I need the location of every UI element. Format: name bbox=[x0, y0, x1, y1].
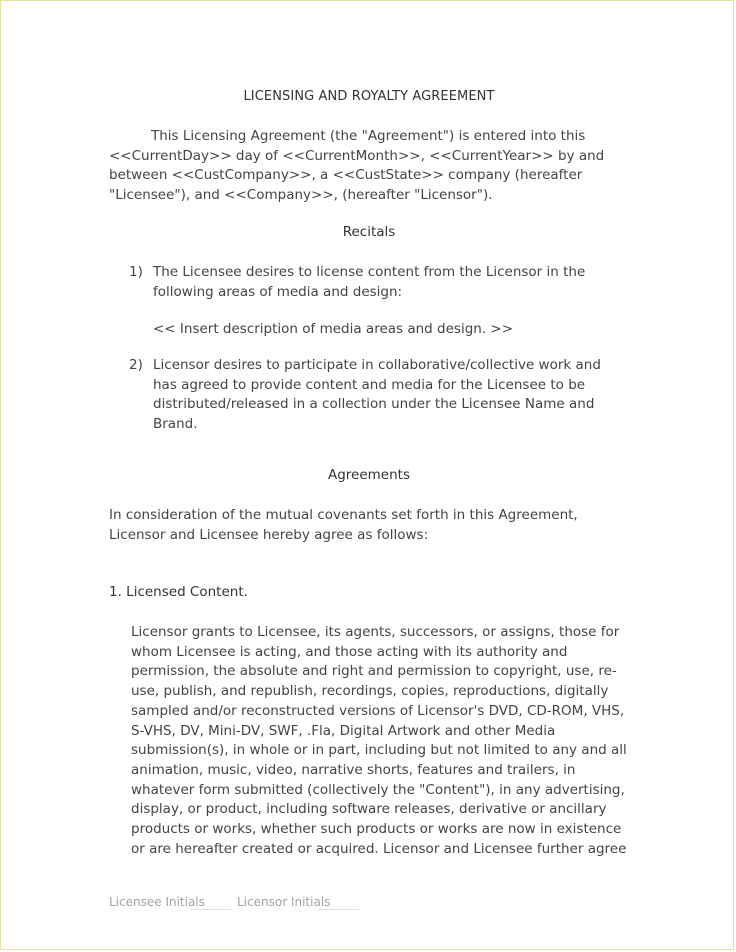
licensee-initials-line bbox=[191, 909, 231, 910]
initials-footer bbox=[109, 867, 369, 907]
section-1-body: Licensor grants to Licensee, its agents, successors, or assigns, those for whom Licensee is acting, and those acting with its authority and permission, the absolute and right and permission to copyright, use, re-use, publish, and republish, recordings, copies, reproductions, digitally sampled and/or reconstructed versions of Licensor's DVD, CD-ROM, VHS, S-VHS, DV, Mini-DV, SWF, .Fla, Digital Artwork and other Media submission(s), in whole or in part, including but not limited to any and all animation, music, video, narrative shorts, features and trailers, in whatever form submitted (collectively the "Content"), in any advertising, display, or product, including software releases, derivative or ancillary products or works, whether such products or works are now in existence or are hereafter created or acquired. Licensor and Licensee further agree bbox=[131, 624, 627, 857]
licensor-initials-label: Licensor Initials bbox=[237, 895, 331, 909]
recital-number: 1) bbox=[129, 264, 143, 280]
licensor-initials-line bbox=[319, 909, 359, 910]
licensee-initials-label: Licensee Initials bbox=[109, 895, 205, 909]
document-title: LICENSING AND ROYALTY AGREEMENT bbox=[243, 89, 495, 104]
agreements-heading: Agreements bbox=[327, 467, 410, 483]
recitals-heading: Recitals bbox=[342, 224, 396, 240]
intro-text: This Licensing Agreement (the "Agreement") is entered into this <<CurrentDay>> day of <<CurrentMonth>>, <<CurrentYear>> by and between <<CustCompany>>, a <<CustState>> company (hereafter "Licensee"), and <<Company>>, (hereafter "Licensor"). bbox=[109, 128, 605, 204]
recital-item-1 bbox=[129, 263, 629, 302]
recital-number: 2) bbox=[129, 357, 143, 373]
recital-item-2 bbox=[129, 356, 629, 435]
recital-text: The Licensee desires to license content from the Licensor in the following areas of media and design: bbox=[153, 264, 586, 300]
consideration-paragraph: In consideration of the mutual covenants set forth in this Agreement, Licensor and Licensee hereby agree as follows: bbox=[109, 507, 578, 543]
intro-paragraph bbox=[109, 127, 629, 206]
section-1-title: 1. Licensed Content. bbox=[109, 584, 248, 600]
insert-placeholder: << Insert description of media areas and design. >> bbox=[153, 321, 514, 337]
recital-text: Licensor desires to participate in collaborative/collective work and has agreed to provide content and media for the Licensee to be distributed/released in a collection under the Licensee Name and Brand. bbox=[153, 357, 601, 433]
